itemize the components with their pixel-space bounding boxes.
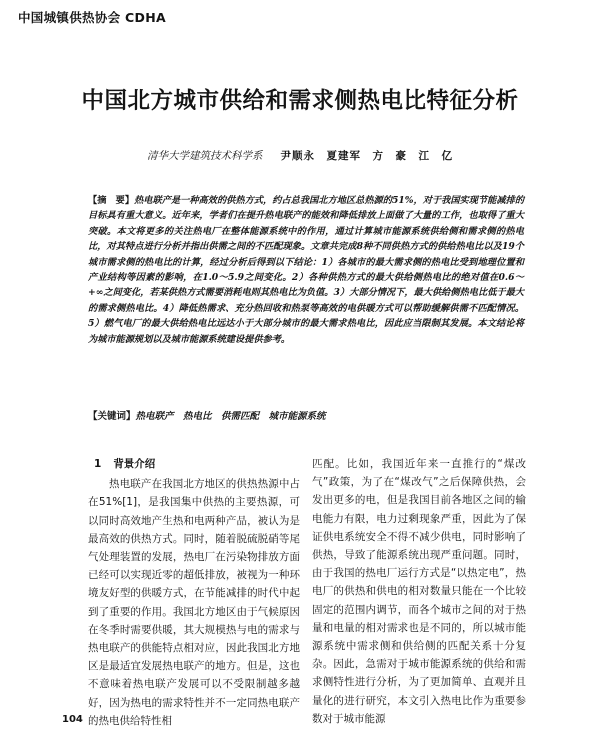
section-number: 1 [94, 458, 102, 470]
page-number: 104 [62, 714, 83, 725]
section-title: 背景介绍 [113, 458, 156, 470]
abstract-text: 热电联产是一种高效的供热方式，约占总我国北方地区总热源的51%，对于我国实现节能减排的目标具有重大意义。近年来，学者们在提升热电联产的能效和降低排放上面做了大量的工作，也取得了重大突破。本文将更多的关注热电厂在整体能源系统中的作用，通过计算城市能源系统供给侧和需求侧的热电比，对其特点进行分析并指出供需之间的不匹配现象。文章共完成8种不同供热方式的供给热电比以及19个城市需求侧的热电比的计算，经过分析后得到以下结论：1）各城市的最大需求侧的热电比受到地理位置和产业结构等因素的影响，在1.0～5.9之间变化。2）各种供热方式的最大供给侧热电比的绝对值在0.6～+∞之间变化，若某供热方式需要消耗电则其热电比为负值。3）大部分情况下，最大供给侧热电比低于最大的需求侧热电比。4）降低热需求、充分热回收和热泵等高效的电供暖方式可以帮助缓解供需不匹配情况。5）燃气电厂的最大供给热电比远达小于大部分城市的最大需求热电比，因此应当限制其发展。本文结论将为城市能源规划以及城市能源系统建设提供参考。 [88, 195, 525, 345]
keywords-text: 热电联产 热电比 供需匹配 城市能源系统 [135, 411, 326, 422]
author-line [0, 148, 600, 163]
author-names: 尹顺永 夏建军 方 豪 江 亿 [280, 150, 453, 162]
section-heading [88, 455, 300, 473]
abstract [88, 193, 524, 347]
journal-header: 中国城镇供热协会 CDHA [18, 10, 166, 25]
body-column-left [88, 455, 300, 730]
body-paragraph-right: 匹配。比如，我国近年来一直推行的“煤改气”政策，为了在“煤改气”之后保障供热，会发出更多的电，但是我国目前各地区之间的输电能力有限，电力过剩现象严重，因此为了保证供电系统安全不得不减少供电，同时影响了供热，导致了能源系统出现严重问题。同时，由于我国的热电厂运行方式是“以热定电”，热电厂的供热和供电的相对数量只能在一个比较固定的范围内调节，而各个城市之间的对于热量和电量的相对需求也是不同的，所以城市能源系统中需求侧和供给侧的匹配关系十分复杂。因此，急需对于城市能源系统的供给和需求侧特性进行分析，为了更加简单、直观并且量化的进行研究，本文引入热电比作为重要参数对于城市能源 [312, 458, 526, 725]
keywords [88, 408, 524, 422]
body-column-right [312, 455, 526, 728]
body-paragraph-left: 热电联产在我国北方地区的供热热源中占在51%[1]，是我国集中供热的主要热源，可以同时高效地产生热和电两种产品，被认为是最高效的供热方式。同时，随着脱硫脱硝等尾气处理装置的发展，热电厂在污染物排放方面已经可以实现近零的超低排放，被视为一种环境友好型的供暖方式，在节能减排的时代中起到了重要的作用。我国北方地区由于气候原因在冬季时需要供暖，其大规模热与电的需求与热电联产的供能特点相对应，因此我国北方地区是最适宜发展热电联产的地方。但是，这也不意味着热电联产发展可以不受限制越多越好，因为热电的需求特性并不一定同热电联产的热电供给特性相 [88, 478, 300, 727]
abstract-label: 【摘 要】 [88, 195, 135, 206]
paper-title: 中国北方城市供给和需求侧热电比特征分析 [81, 88, 519, 114]
affiliation: 清华大学建筑技术科学系 [147, 150, 263, 162]
keywords-label: 【关键词】 [88, 411, 136, 422]
